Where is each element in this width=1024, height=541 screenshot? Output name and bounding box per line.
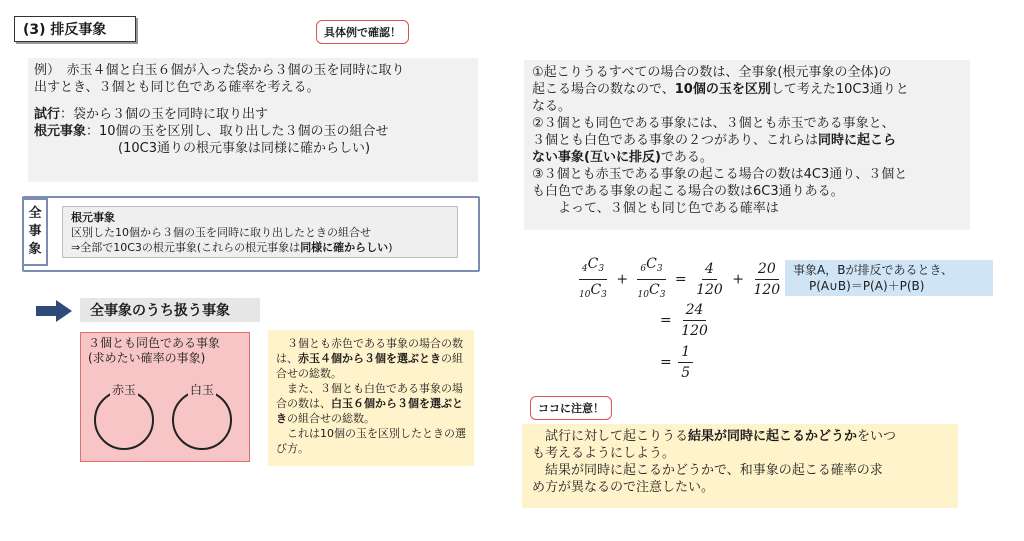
formula-plus: +	[732, 271, 745, 288]
explanation-line: なる。	[532, 99, 572, 114]
whole-event-char: 事	[28, 224, 42, 239]
root-text-2: (10C3通りの根元事象は同様に確からしい)	[118, 141, 371, 156]
caution-box	[522, 424, 958, 508]
formula-step-2: = $\frac{24}{120}$	[660, 300, 713, 341]
formula-step-3: = $\frac{1}{5}$	[660, 342, 695, 383]
example-line-1: 例） 赤玉４個と白玉６個が入った袋から３個の玉を同時に取り	[34, 63, 405, 78]
pink-line-1: ３個とも同色である事象	[88, 336, 221, 350]
section-title: (3) 排反事象	[14, 16, 136, 42]
caution-line: 結果が同時に起こるかどうかで、和事象の起こる確率の求	[545, 463, 883, 478]
whole-event-char: 全	[28, 206, 42, 221]
formula-plus: +	[616, 271, 629, 288]
explanation-line: ①起こりうるすべての場合の数は、全事象(根元事象の全体)の	[532, 65, 892, 80]
exclusive-rule-line-1: 事象A，Bが排反であるとき、	[793, 263, 953, 277]
count-explanation-box	[268, 330, 474, 466]
handled-event-title: 全事象のうち扱う事象	[80, 298, 260, 322]
example-line-2: 出すとき、３個とも同じ色である確率を考える。	[34, 80, 320, 95]
whole-event-char: 象	[28, 242, 42, 257]
trial-label: 試行	[34, 107, 61, 122]
white-ball-circle	[172, 390, 232, 450]
trial-text: ：袋から３個の玉を同時に取り出す	[60, 107, 269, 122]
same-color-event-text	[88, 336, 248, 366]
explanation-line: ③３個とも赤玉である事象の起こる場合の数は4C3通り、３個と	[532, 167, 908, 182]
pink-line-2: (求めたい確率の事象)	[88, 351, 206, 365]
caution-line: め方が異なるので注意したい。	[532, 480, 715, 495]
probability-formula	[574, 254, 785, 305]
explanation-block	[524, 60, 970, 230]
caution-line: も考えるようにしよう。	[532, 446, 676, 461]
white-ball-label: 白玉	[190, 383, 215, 397]
root-label: 根元事象	[34, 124, 87, 139]
root-event-line-1: 区別した10個から３個の玉を同時に取り出したときの組合せ	[71, 226, 371, 239]
count-para-1: ３個とも赤色である事象の場合の数は、赤玉４個から３個を選ぶときの組合せの総数。	[276, 337, 463, 380]
right-arrow-icon	[36, 300, 72, 322]
root-event-title: 根元事象	[71, 211, 115, 224]
callout-caution: ココに注意！	[530, 396, 612, 420]
red-ball-label: 赤玉	[112, 383, 137, 397]
caution-line: 試行に対して起こりうる結果が同時に起こるかどうかをいつ	[545, 429, 897, 444]
root-event-line-2: ⇒全部で10C3の根元事象(これらの根元事象は同様に確からしい)	[71, 241, 393, 254]
explanation-line: ３個とも白色である事象の２つがあり、これらは同時に起こら	[532, 133, 897, 148]
example-block	[28, 58, 478, 182]
whole-event-label	[22, 198, 48, 266]
formula-frac-20-120: $\frac{20}{120}$	[753, 261, 781, 298]
count-para-3: これは10個の玉を区別したときの選び方。	[276, 427, 466, 455]
formula-equals: =	[674, 271, 687, 288]
explanation-line: ②３個とも同色である事象には、３個とも赤玉である事象と、	[532, 116, 895, 131]
explanation-line: も白色である事象の起こる場合の数は6C3通りある。	[532, 184, 844, 199]
count-para-2: また、３個とも白色である事象の場合の数は、白玉６個から３個を選ぶときの組合せの総数。	[276, 382, 463, 425]
callout-example: 具体例で確認！	[316, 20, 409, 44]
formula-term-4c3-over-10c3: $\frac{_4C_3}{_{10}C_3}$	[579, 256, 607, 300]
exclusive-rule-box	[785, 260, 993, 296]
red-ball-circle	[94, 390, 154, 450]
exclusive-rule-line-2: P(A∪B)＝P(A)＋P(B)	[809, 279, 925, 293]
formula-term-6c3-over-10c3: $\frac{_6C_3}{_{10}C_3}$	[637, 256, 666, 300]
explanation-line: よって、３個とも同じ色である確率は	[558, 201, 779, 216]
formula-frac-24-120: $\frac{24}{120}$	[681, 302, 708, 339]
formula-frac-4-120: $\frac{4}{120}$	[696, 261, 723, 298]
root-event-box	[62, 206, 458, 258]
root-text: ：10個の玉を区別し、取り出した３個の玉の組合せ	[86, 124, 389, 139]
explanation-line: ない事象(互いに排反)である。	[532, 150, 713, 165]
explanation-line: 起こる場合の数なので、10個の玉を区別して考えた10C3通りと	[532, 82, 909, 97]
formula-frac-1-5: $\frac{1}{5}$	[678, 342, 693, 383]
